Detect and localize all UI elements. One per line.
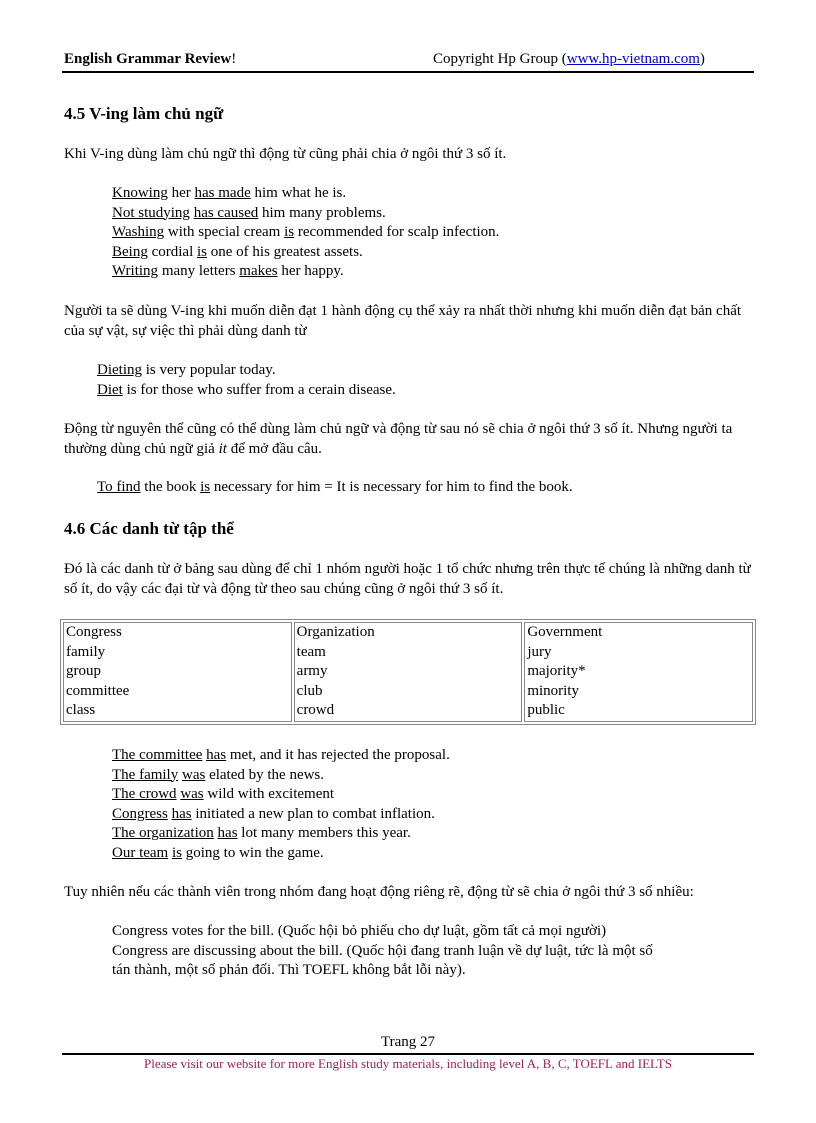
section-4-5-intro: Khi V-ing dùng làm chủ ngữ thì động từ cũng phải chia ở ngôi thứ 3 số ít.: [64, 146, 507, 162]
website-link[interactable]: www.hp-vietnam.com: [566, 51, 700, 67]
list-item: Congress has initiated a new plan to combat inflation.: [112, 805, 435, 822]
copyright-notice: Copyright Hp Group (www.hp-vietnam.com): [433, 51, 705, 67]
list-item: Dieting is very popular today.: [97, 362, 276, 378]
section-4-6-intro: Đó là các danh từ ở bảng sau dùng để chỉ 1 nhóm người hoặc 1 tổ chức nhưng trên thực tế chúng là những danh từ số ít, do vậy các đại từ và động từ theo sau chúng cũng ở ngôi thứ 3 số ít.: [64, 561, 751, 597]
list-item: The committee has met, and it has rejected the proposal.: [112, 747, 450, 763]
section-4-5-paragraph-2: Người ta sẽ dùng V-ing khi muốn diễn đạt 1 hành động cụ thể xảy ra nhất thời nhưng khi muốn diễn đạt bản chất của sự vật, sự việc thì phải dùng danh từ: [64, 303, 742, 339]
page-number: Trang 27: [380, 1034, 436, 1050]
example-infinitive-subject: To find the book is necessary for him = It is necessary for him to find the book.: [97, 479, 573, 495]
section-4-6-paragraph-2: Tuy nhiên nếu các thành viên trong nhóm đang hoạt động riêng rẽ, động từ sẽ chia ở ngôi thứ 3 số nhiều:: [64, 884, 694, 900]
list-item: The organization has lot many members this year.: [112, 825, 411, 842]
table-cell: Congress family group committee class: [63, 622, 292, 722]
table-cell: Government jury majority* minority public: [524, 622, 753, 722]
list-item: Congress are discussing about the bill. (Quốc hội đang tranh luận về dự luật, tức là một số: [112, 942, 653, 959]
section-heading-4-6: 4.6 Các danh từ tập thể: [64, 519, 234, 538]
collective-nouns-table: [60, 619, 756, 725]
footer-note: Please visit our website for more English study materials, including level A, B, C, TOEFL and IELTS: [144, 1056, 672, 1071]
document-header-title: English Grammar Review!: [64, 51, 237, 67]
list-item: The family was elated by the news.: [112, 766, 325, 783]
table-cell: Organization team army club crowd: [294, 622, 523, 722]
list-item: Diet is for those who suffer from a cerain disease.: [97, 381, 396, 398]
section-heading-4-5: 4.5 V-ing làm chủ ngữ: [64, 104, 224, 123]
list-item: Knowing her has made him what he is.: [112, 185, 347, 201]
example-list-collective: [112, 746, 450, 864]
example-list-dieting: [97, 361, 396, 400]
list-item: Being cordial is one of his greatest assets.: [112, 243, 363, 260]
list-item: Writing many letters makes her happy.: [112, 263, 344, 280]
section-4-5-paragraph-3: Động từ nguyên thể cũng có thể dùng làm chủ ngữ và động từ sau nó sẽ chia ở ngôi thứ 3 số ít. Nhưng người ta thường dùng chủ ngữ giả it để mở đầu câu.: [64, 421, 733, 457]
footer-divider: [62, 1053, 754, 1055]
header-divider: [62, 71, 754, 73]
list-item: The crowd was wild with excitement: [112, 786, 335, 803]
table-row: [63, 622, 753, 722]
list-item: tán thành, một số phản đối. Thì TOEFL không bắt lỗi này).: [112, 962, 466, 979]
list-item: Not studying has caused him many problems.: [112, 204, 386, 221]
list-item: Our team is going to win the game.: [112, 844, 324, 861]
list-item: Congress votes for the bill. (Quốc hội bỏ phiếu cho dự luật, gồm tất cả mọi người): [112, 923, 607, 939]
example-list-vin: [112, 184, 499, 282]
example-list-plural: [112, 922, 653, 981]
list-item: Washing with special cream is recommended for scalp infection.: [112, 224, 500, 241]
